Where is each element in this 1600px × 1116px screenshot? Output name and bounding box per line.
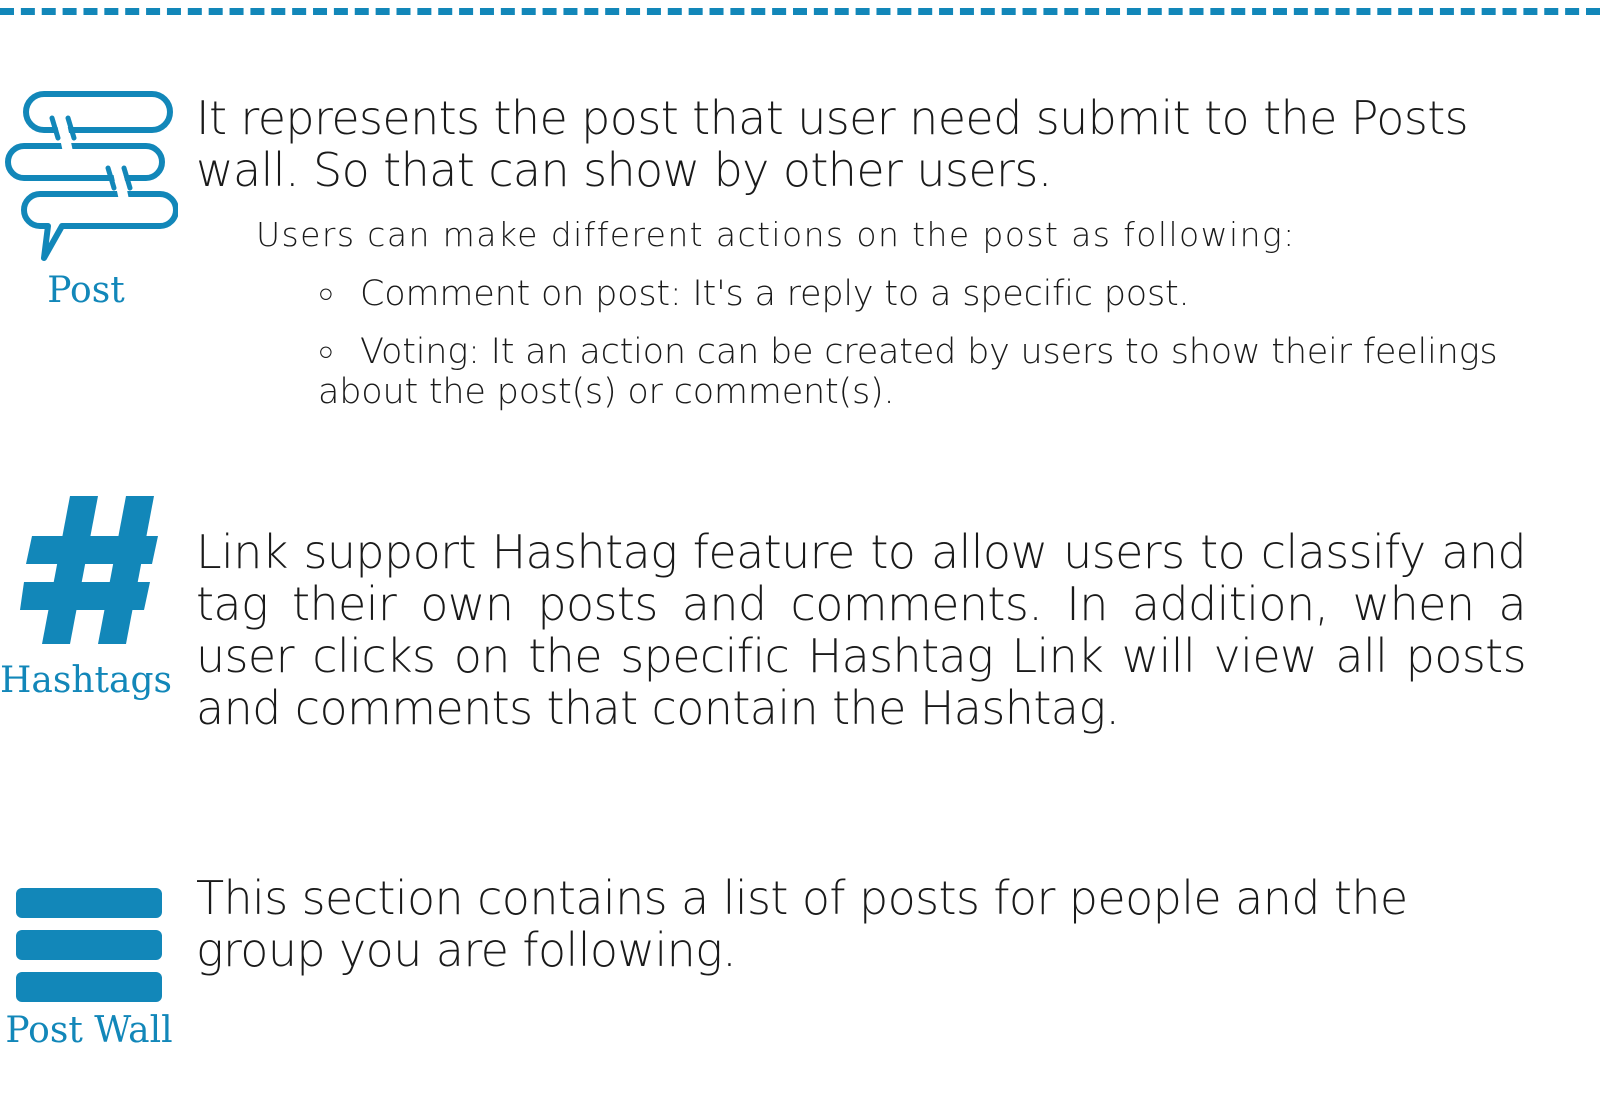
post-label: Post — [47, 270, 125, 311]
bullet-text-voting: Voting: It an action can be created by users to show their feelings about the post(s) or comment(s). — [318, 332, 1498, 412]
chat-bubbles-icon — [0, 88, 178, 266]
list-item — [318, 274, 1518, 314]
post-wall-description-text: This section contains a list of posts for people and the group you are following. — [196, 871, 1408, 977]
hashtags-description — [196, 526, 1526, 734]
post-description-text: It represents the post that user need submit to the Posts wall. So that can show by other users. — [196, 91, 1469, 197]
hashtags-description-text: Link support Hashtag feature to allow users to classify and tag their own posts and comments. In addition, when a user clicks on the specific Hashtag Link will view all posts and comments that contain the Hashtag. — [196, 525, 1526, 735]
post-wall-description — [196, 872, 1506, 976]
hashtags-section — [0, 470, 1600, 770]
hashtags-label: Hashtags — [0, 660, 172, 701]
menu-bars-icon — [16, 888, 162, 1002]
hashtag-icon — [20, 496, 160, 644]
post-wall-section — [0, 860, 1600, 1100]
post-section — [0, 0, 1600, 430]
list-item — [318, 332, 1508, 412]
post-description — [196, 92, 1526, 196]
post-wall-label: Post Wall — [5, 1010, 173, 1051]
bullet-text-comment: Comment on post: It's a reply to a specific post. — [360, 274, 1190, 314]
post-actions-intro: Users can make different actions on the post as following: — [256, 215, 1296, 254]
bullet-mark: ○ — [318, 337, 334, 367]
bullet-mark: ○ — [318, 279, 334, 309]
